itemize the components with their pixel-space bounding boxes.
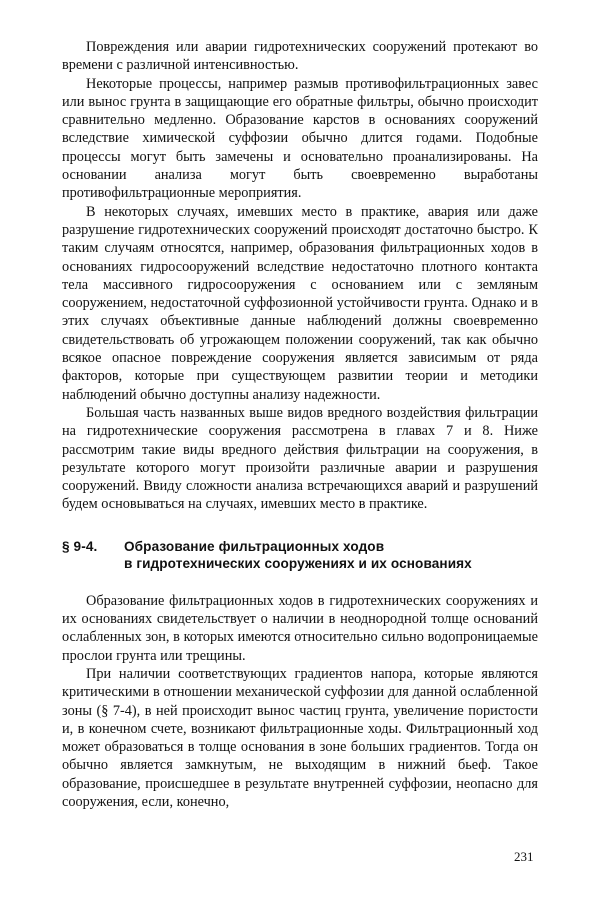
paragraph-fast-failures: В некоторых случаях, имевших место в практике, авария или даже разрушение гидротехнических сооружений происходят достаточно быстро. К таким случаям относятся, например, образования фильтрационных ходов в основаниях гидросооружений вследствие недостаточно плотного контакта тела массивного гидросооружения с основанием или с земляным сооружением, недостаточной суффозионной устойчивости грунта. Однако и в этих случаях объективные данные наблюдений должны своевременно свидетельствовать об угрожающем положении сооружений, так как обычно всякое опасное повреждение сооружения является зависимым от ряда факторов, которые при существующем развитии теории и методики наблюдений обычно доступны анализу надежности. xyxy=(62,203,538,403)
paragraph-gradients: При наличии соответствующих градиентов напора, которые являются критическими в отношении механической суффозии для данной ослабленной зоны (§ 7-4), в ней происходит вынос частиц грунта, увеличение пористости и, в конечном счете, возникают фильтрационные ходы. Фильтрационный ход может образоваться в толще основания в зоне больших градиентов. Тогда он обычно является замкнутым, не выходящим в нижний бьеф. Такое образование, происшедшее в результате внутренней суффозии, неопасно для сооружения, если, конечно, xyxy=(62,665,538,810)
page-number: 231 xyxy=(514,849,534,864)
paragraph-damage-intensity: Повреждения или аварии гидротехнических сооружений протекают во времени с различной интенсивностью. xyxy=(62,39,538,74)
section-heading xyxy=(62,538,538,572)
section-number: § 9-4. xyxy=(62,538,98,554)
page-body xyxy=(62,38,538,811)
paragraph-slow-processes: Некоторые процессы, например размыв противофильтрационных завес или вынос грунта в защищающие его обратные фильтры, обычно происходит сравнительно медленно. Образование карстов в основаниях сооружений вследствие химической суффозии обычно длится годами. Подобные процессы могут быть замечены и основательно проанализированы. На основании анализа могут быть своевременно выработаны противофильтрационные мероприятия. xyxy=(62,75,538,202)
section-title-line2: в гидротехнических сооружениях и их основаниях xyxy=(124,555,472,571)
section-title-line1: Образование фильтрационных ходов xyxy=(124,538,385,554)
paragraph-weak-zones: Образование фильтрационных ходов в гидротехнических сооружениях и их основаниях свидетельствует о наличии в неоднородной толще оснований ослабленных зон, в которых имеются относительно сильно водопроницаемые прослои грунта или трещины. xyxy=(62,592,538,664)
paragraph-chapter-overview: Большая часть названных выше видов вредного воздействия фильтрации на гидротехнические сооружения рассмотрена в главах 7 и 8. Ниже рассмотрим такие виды вредного действия фильтрации на сооружения, в результате которого могут произойти различные аварии и разрушения сооружений. Ввиду сложности анализа встречающихся аварий и разрушений будем основываться на случаях, имевших место в практике. xyxy=(62,404,538,513)
